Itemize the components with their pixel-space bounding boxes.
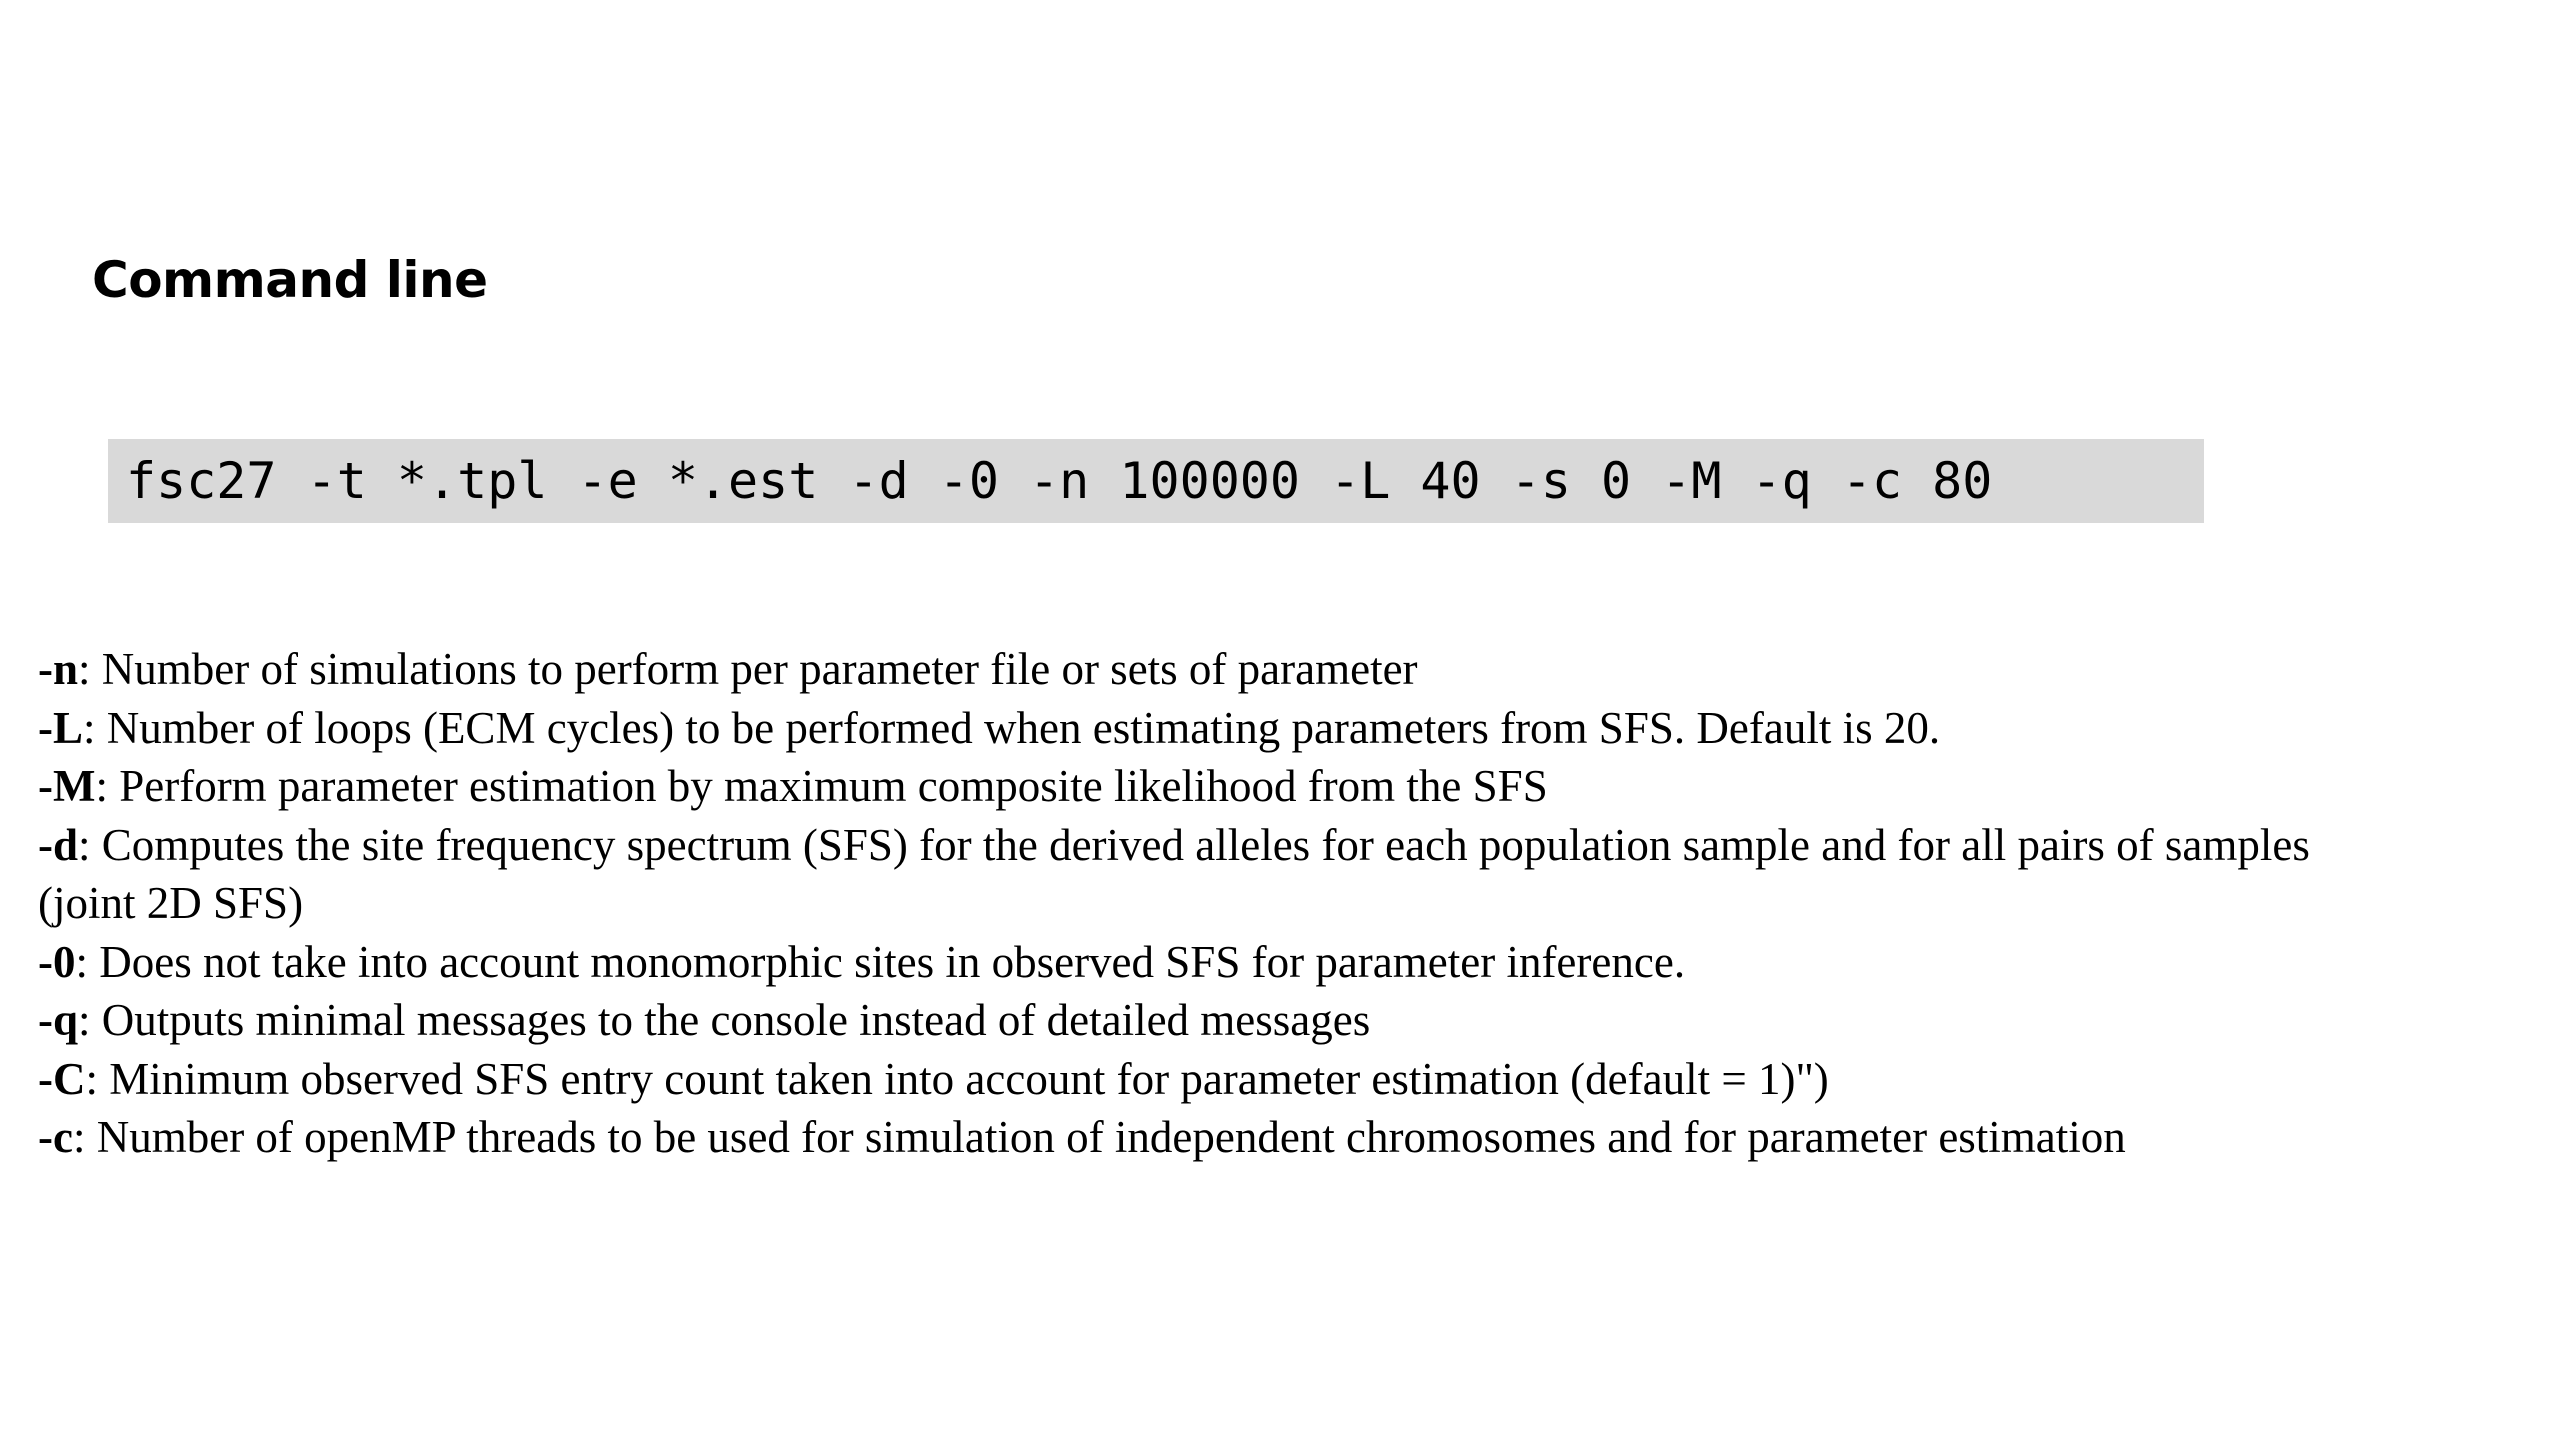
option-item-n bbox=[38, 640, 2338, 699]
option-flag: -C bbox=[38, 1053, 86, 1104]
option-description: : Number of openMP threads to be used for simulation of independent chromosomes and for parameter estimation bbox=[72, 1112, 2126, 1162]
option-description: : Minimum observed SFS entry count taken into account for parameter estimation (default = 1)") bbox=[85, 1053, 1829, 1104]
option-description: : Computes the site frequency spectrum (SFS) for the derived alleles for each population sample and for all pairs of samples (joint 2D SFS) bbox=[38, 819, 2310, 928]
option-flag: -L bbox=[38, 702, 83, 753]
option-description: : Number of simulations to perform per parameter file or sets of parameter bbox=[78, 644, 1418, 694]
option-item-c bbox=[38, 1108, 2338, 1167]
option-description: : Perform parameter estimation by maximum composite likelihood from the SFS bbox=[95, 761, 1548, 811]
option-flag: -c bbox=[38, 1112, 73, 1162]
page-title: Command line bbox=[92, 251, 488, 309]
option-item-C bbox=[38, 1050, 2338, 1109]
option-flag: -n bbox=[38, 644, 79, 694]
option-item-q bbox=[38, 991, 2338, 1050]
option-item-0 bbox=[38, 933, 2338, 992]
option-description: : Outputs minimal messages to the console instead of detailed messages bbox=[78, 995, 1371, 1045]
option-flag: -M bbox=[38, 761, 96, 811]
option-flag: -0 bbox=[38, 936, 76, 987]
command-text: fsc27 -t *.tpl -e *.est -d -0 -n 100000 -L 40 -s 0 -M -q -c 80 bbox=[126, 452, 1993, 510]
option-item-L bbox=[38, 699, 2338, 758]
option-item-M bbox=[38, 757, 2338, 816]
option-description: : Does not take into account monomorphic sites in observed SFS for parameter inference. bbox=[75, 936, 1686, 987]
option-flag: -d bbox=[38, 819, 79, 870]
option-item-d bbox=[38, 816, 2338, 933]
options-list bbox=[38, 640, 2338, 1167]
command-code-block bbox=[108, 439, 2204, 523]
option-description: : Number of loops (ECM cycles) to be performed when estimating parameters from SFS. Default is 20. bbox=[83, 702, 1941, 753]
option-flag: -q bbox=[38, 995, 79, 1045]
